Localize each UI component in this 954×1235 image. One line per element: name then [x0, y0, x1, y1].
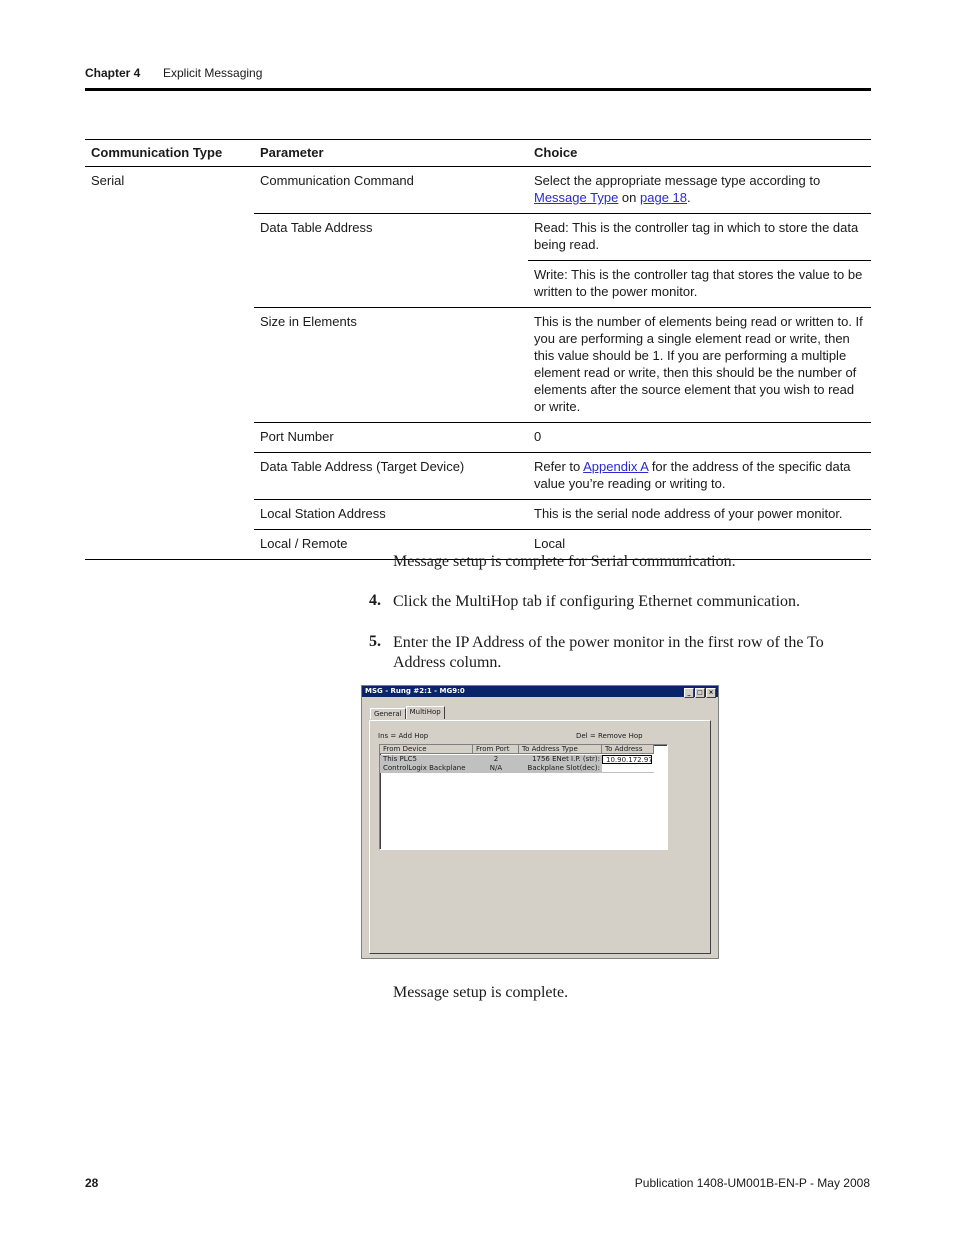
step-5-number: 5. [369, 633, 381, 650]
step-5-text: Enter the IP Address of the power monitor in the first row of the To Address column. [393, 634, 824, 671]
step-4-text: Click the MultiHop tab if configuring Ethernet communication. [393, 593, 801, 610]
to-address-input[interactable]: 10.90.172.97 [602, 755, 652, 764]
grid-cell: This PLC5 [380, 755, 473, 764]
choice-cell: This is the serial node address of your power monitor. [528, 500, 871, 530]
appendix-a-link[interactable]: Appendix A [583, 459, 649, 474]
hop-grid [379, 744, 668, 850]
dialog-title-bar [362, 686, 718, 697]
running-header [85, 66, 263, 80]
param-cell: Data Table Address [254, 214, 528, 308]
chapter-label: Chapter 4 [85, 66, 141, 80]
remove-hop-hint: Del = Remove Hop [576, 732, 643, 740]
close-icon[interactable]: × [706, 688, 716, 698]
table-row [85, 167, 871, 214]
page-18-link[interactable]: page 18 [640, 190, 687, 205]
param-cell: Data Table Address (Target Device) [254, 453, 528, 500]
table-header-row [85, 140, 871, 167]
setup-complete-text: Message setup is complete. [393, 984, 569, 1001]
message-type-link[interactable]: Message Type [534, 190, 619, 205]
grid-header-to-address-type: To Address Type [519, 745, 602, 754]
choice-cell: This is the number of elements being read or written to. If you are performing a single element read or write, then this value should be 1. If you are performing a multiple element read or write, then this should be the number of elements after the source element that you wish to read or write. [528, 308, 871, 423]
choice-cell: Select the appropriate message type according to Message Type on page 18. [528, 167, 871, 214]
msg-dialog-screenshot [361, 685, 719, 959]
param-cell: Size in Elements [254, 308, 528, 423]
param-cell: Local Station Address [254, 500, 528, 530]
param-cell: Local / Remote [254, 530, 528, 560]
add-hop-hint: Ins = Add Hop [378, 732, 429, 740]
tab-general[interactable]: General [370, 708, 406, 719]
dialog-tabs [370, 708, 445, 721]
grid-cell: Backplane Slot(dec): [519, 764, 602, 773]
grid-header-from-port: From Port [473, 745, 519, 754]
publication-info: Publication 1408-UM001B-EN-P - May 2008 [634, 1176, 870, 1190]
grid-cell: N/A [473, 764, 519, 773]
parameter-table [85, 139, 871, 560]
page-number: 28 [85, 1176, 99, 1190]
param-cell: Communication Command [254, 167, 528, 214]
choice-cell: Refer to Appendix A for the address of the specific data value you’re reading or writing to. [528, 453, 871, 500]
grid-cell: 1756 ENet I.P. (str): [519, 755, 602, 764]
col-header-choice: Choice [528, 140, 871, 167]
col-header-parameter: Parameter [254, 140, 528, 167]
maximize-icon[interactable]: □ [695, 688, 705, 698]
tab-multihop[interactable]: MultiHop [406, 706, 445, 719]
header-rule [85, 88, 871, 91]
choice-cell: Write: This is the controller tag that stores the value to be written to the power monitor. [528, 261, 871, 308]
grid-cell: ControlLogix Backplane [380, 764, 473, 773]
choice-cell: Read: This is the controller tag in which to store the data being read. [528, 214, 871, 261]
dialog-title: MSG - Rung #2:1 - MG9:0 [365, 687, 465, 695]
choice-cell: Local [528, 530, 871, 560]
section-title: Explicit Messaging [163, 66, 263, 80]
serial-complete-text: Message setup is complete for Serial communication. [393, 553, 736, 570]
comm-type-cell: Serial [85, 167, 254, 560]
grid-cell: 2 [473, 755, 519, 764]
choice-cell: 0 [528, 423, 871, 453]
step-4-number: 4. [369, 592, 381, 609]
grid-header-from-device: From Device [380, 745, 473, 754]
grid-cell-empty[interactable] [602, 764, 654, 773]
minimize-icon[interactable]: _ [684, 688, 694, 698]
col-header-comm-type: Communication Type [85, 140, 254, 167]
grid-header-to-address: To Address [602, 745, 654, 754]
param-cell: Port Number [254, 423, 528, 453]
